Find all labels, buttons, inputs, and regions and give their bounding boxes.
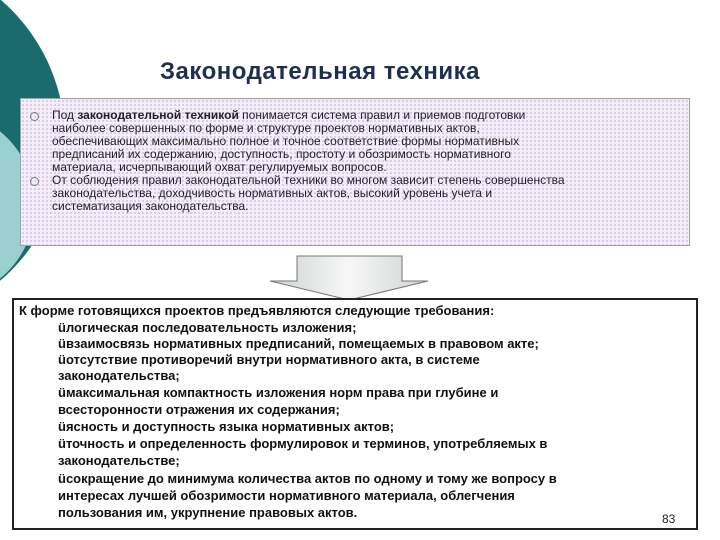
bullet1-bold-term: законодательной техникой	[77, 108, 239, 122]
requirement-line: üотсутствие противоречий внутри нормативного акта, в системе	[58, 352, 480, 367]
bullet1-line-0: Под законодательной техникой понимается система правил и приемов подготовки	[52, 108, 526, 122]
requirement-line: üясность и доступность языка нормативных актов;	[58, 419, 395, 434]
bullet1-line-1: наиболее совершенных по форме и структуре проектов нормативных актов,	[52, 121, 480, 135]
requirement-line: интересах лучшей обозримости нормативного материала, облегчения	[58, 488, 515, 503]
requirement-line: üмаксимальная компактность изложения норм права при глубине и	[58, 385, 499, 400]
requirement-line: üсокращение до минимума количества актов по одному и тому же вопросу в	[58, 471, 557, 486]
page-number: 83	[662, 512, 676, 526]
requirements-intro: К форме готовящихся проектов предъявляются следующие требования:	[19, 303, 495, 318]
requirement-line: üлогическая последовательность изложения;	[58, 320, 357, 335]
bullet1-line-4: материала, исчерпывающий охват регулируемых вопросов.	[52, 160, 387, 174]
requirement-line: üвзаимосвязь нормативных предписаний, помещаемых в правовом акте;	[58, 336, 539, 351]
requirement-line: законодательства;	[58, 368, 180, 383]
bullet1-line-2: обеспечивающих максимально полное и точное соответствие формы нормативных	[52, 134, 520, 148]
requirement-line: законодательстве;	[58, 453, 180, 468]
bullet2-line-1: законодательства, доходчивость нормативных актов, высокий уровень учета и	[52, 186, 493, 200]
bullet2-line-2: систематизация законодательства.	[52, 199, 249, 213]
requirement-line: пользования им, укрупнение правовых актов.	[58, 505, 358, 520]
requirement-line: всесторонности отражения их содержания;	[58, 402, 340, 417]
requirement-line: üточность и определенность формулировок и терминов, употребляемых в	[58, 436, 548, 451]
slide-title: Законодательная техника	[160, 58, 481, 85]
bullet1-line-3: предписаний их содержанию, доступность, простоту и обозримость нормативного	[52, 147, 511, 161]
bullet2-line-0: От соблюдения правил законодательной техники во многом зависит степень совершенства	[52, 173, 565, 187]
